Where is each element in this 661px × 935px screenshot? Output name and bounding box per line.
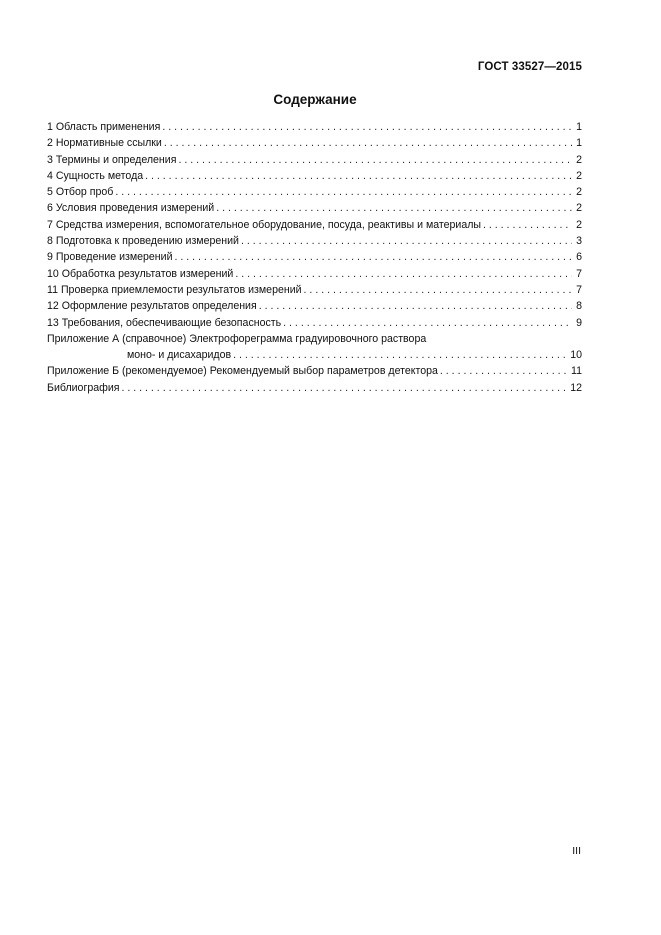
toc-entry-page: 7: [576, 283, 582, 296]
toc-entry-annex-a[interactable]: [47, 331, 582, 364]
toc-entry-label: 7 Средства измерения, вспомогательное оборудование, посуда, реактивы и материалы: [47, 218, 482, 231]
dot-leader: [304, 282, 572, 298]
toc-entry-label: 11 Проверка приемлемости результатов измерений: [47, 283, 302, 296]
toc-entry-8[interactable]: [47, 233, 582, 249]
toc-entry-10[interactable]: [47, 266, 582, 282]
toc-entry-label: 6 Условия проведения измерений: [47, 202, 215, 215]
toc-entry-page: 6: [576, 251, 582, 264]
dot-leader: [241, 233, 572, 249]
toc-entry-annex-b[interactable]: [47, 363, 582, 379]
toc-entry-label: Приложение Б (рекомендуемое) Рекомендуемый выбор параметров детектора: [47, 365, 438, 378]
toc-entry-page: 12: [570, 381, 582, 394]
toc-entry-page: 2: [576, 202, 582, 215]
toc-entry-9[interactable]: [47, 249, 582, 265]
dot-leader: [121, 380, 568, 396]
toc-entry-label: 12 Оформление результатов определения: [47, 300, 257, 313]
toc-entry-label: 13 Требования, обеспечивающие безопасность: [47, 316, 282, 329]
toc-entry-label: 1 Область применения: [47, 121, 161, 133]
dot-leader: [440, 363, 569, 379]
dot-leader: [175, 249, 573, 265]
toc-entry-6[interactable]: [47, 200, 582, 216]
dot-leader: [164, 135, 572, 151]
toc-entry-page: 9: [576, 316, 582, 329]
page-number: III: [572, 845, 581, 857]
dot-leader: [259, 298, 572, 314]
toc-entry-3[interactable]: [47, 152, 582, 168]
toc-entry-page: 2: [576, 218, 582, 231]
toc-entry-page: 3: [576, 235, 582, 248]
toc-entry-label: 3 Термины и определения: [47, 153, 177, 166]
toc-entry-page: 1: [576, 121, 582, 133]
toc-entry-page: 2: [576, 186, 582, 199]
toc-entry-5[interactable]: [47, 184, 582, 200]
table-of-contents: [47, 119, 582, 396]
toc-entry-2[interactable]: [47, 135, 582, 151]
toc-entry-page: 10: [570, 349, 582, 362]
toc-entry-page: 2: [576, 169, 582, 182]
document-code: ГОСТ 33527—2015: [477, 61, 582, 73]
toc-entry-label: 10 Обработка результатов измерений: [47, 267, 234, 280]
toc-entry-page: 7: [576, 267, 582, 280]
dot-leader: [115, 184, 572, 200]
dot-leader: [216, 200, 572, 216]
toc-entry-label: 8 Подготовка к проведению измерений: [47, 235, 239, 248]
toc-entry-12[interactable]: [47, 298, 582, 314]
toc-entry-label: 5 Отбор проб: [47, 186, 114, 199]
toc-entry-7[interactable]: [47, 217, 582, 233]
toc-entry-page: 2: [576, 153, 582, 166]
toc-entry-13[interactable]: [47, 315, 582, 331]
dot-leader: [233, 347, 568, 363]
toc-entry-label: Библиография: [47, 381, 120, 394]
toc-entry-1[interactable]: [47, 119, 582, 135]
dot-leader: [162, 119, 572, 135]
toc-entry-label: 4 Сущность метода: [47, 169, 144, 182]
toc-entry-bibliography[interactable]: [47, 380, 582, 396]
toc-entry-label: 2 Нормативные ссылки: [47, 137, 162, 150]
toc-entry-page: 1: [576, 137, 582, 150]
dot-leader: [283, 315, 572, 331]
dot-leader: [235, 266, 572, 282]
toc-entry-label: Приложение А (справочное) Электрофореграмма градуировочного раствора: [47, 332, 427, 345]
dot-leader: [483, 217, 572, 233]
toc-entry-4[interactable]: [47, 168, 582, 184]
toc-title: Содержание: [273, 92, 357, 107]
toc-entry-page: 8: [576, 300, 582, 313]
toc-entry-11[interactable]: [47, 282, 582, 298]
dot-leader: [145, 168, 572, 184]
toc-entry-page: 11: [571, 365, 582, 378]
toc-entry-label-continued: моно- и дисахаридов: [127, 349, 232, 362]
toc-entry-label: 9 Проведение измерений: [47, 251, 173, 264]
dot-leader: [178, 152, 572, 168]
